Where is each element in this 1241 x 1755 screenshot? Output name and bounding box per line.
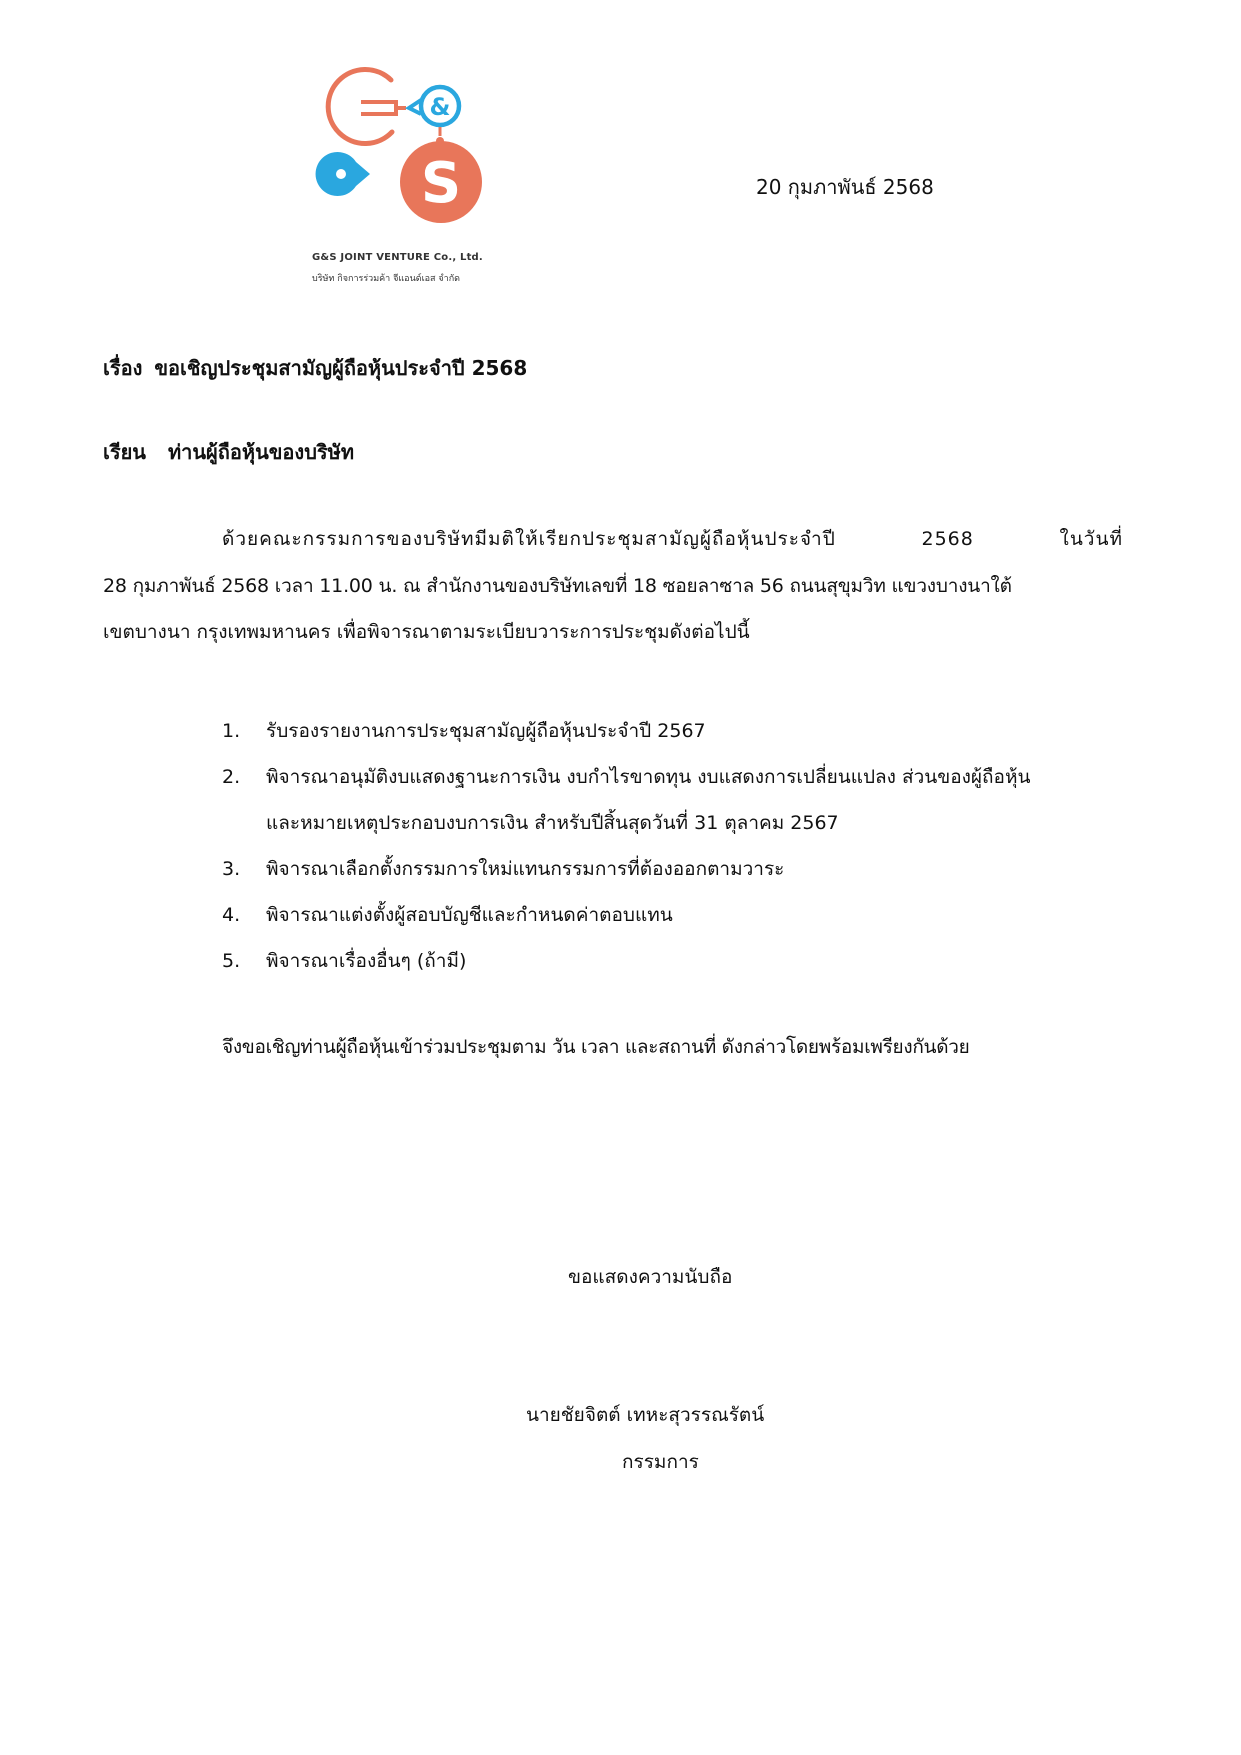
agenda-text: พิจารณาเรื่องอื่นๆ (ถ้ามี) — [266, 950, 467, 972]
letter-date: 20 กุมภาพันธ์ 2568 — [756, 175, 934, 199]
logo-s: S — [420, 151, 462, 216]
agenda-number: 3. — [222, 858, 241, 880]
agenda-item — [222, 708, 1030, 754]
agenda-number: 5. — [222, 950, 241, 972]
agenda-text: รับรองรายงานการประชุมสามัญผู้ถือหุ้นประจำปี 2567 — [266, 720, 706, 742]
closing-paragraph: จึงขอเชิญท่านผู้ถือหุ้นเข้าร่วมประชุมตาม วัน เวลา และสถานที่ ดังกล่าวโดยพร้อมเพรียงกันด้วย — [222, 1036, 970, 1058]
agenda-list — [222, 708, 1030, 984]
agenda-item — [222, 892, 1030, 938]
agenda-number: 1. — [222, 720, 241, 742]
agenda-item — [222, 938, 1030, 984]
recipient-line — [103, 436, 354, 468]
agenda-text: พิจารณาแต่งตั้งผู้สอบบัญชีและกำหนดค่าตอบแทน — [266, 904, 673, 926]
logo-g-bar — [361, 102, 396, 114]
regards-line: ขอแสดงความนับถือ — [568, 1266, 733, 1288]
agenda-item — [222, 846, 1030, 892]
recipient-label: เรียน — [103, 440, 146, 464]
company-name-th: บริษัท กิจการร่วมค้า จีแอนด์เอส จำกัด — [312, 274, 461, 284]
signer-position: กรรมการ — [622, 1451, 699, 1473]
subject-line — [103, 352, 527, 384]
body-paragraph-line: ด้วยคณะกรรมการของบริษัทมีมติให้เรียกประชุมสามัญผู้ถือหุ้นประจำปี 2568 ในวันที่ — [222, 528, 1123, 550]
logo-amp: & — [429, 93, 451, 121]
company-name-en: G&S JOINT VENTURE Co., Ltd. — [312, 252, 483, 263]
subject-label: เรื่อง — [103, 356, 143, 380]
logo-g-ring — [328, 70, 392, 144]
agenda-text-continued: และหมายเหตุประกอบงบการเงิน สำหรับปีสิ้นสุดวันที่ 31 ตุลาคม 2567 — [266, 812, 839, 834]
body-paragraph-line: เขตบางนา กรุงเทพมหานคร เพื่อพิจารณาตามระเบียบวาระการประชุมดังต่อไปนี้ — [103, 621, 750, 643]
subject-text: ขอเชิญประชุมสามัญผู้ถือหุ้นประจำปี 2568 — [154, 356, 528, 380]
agenda-item — [222, 754, 1030, 846]
body-paragraph-line: 28 กุมภาพันธ์ 2568 เวลา 11.00 น. ณ สำนักงานของบริษัทเลขที่ 18 ซอยลาซาล 56 ถนนสุขุมวิท แขวงบางนาใต้ — [103, 575, 1012, 597]
agenda-number: 4. — [222, 904, 241, 926]
agenda-text: พิจารณาอนุมัติงบแสดงฐานะการเงิน งบกำไรขาดทุน งบแสดงการเปลี่ยนแปลง ส่วนของผู้ถือหุ้น — [266, 766, 1031, 788]
agenda-text: พิจารณาเลือกตั้งกรรมการใหม่แทนกรรมการที่ต้องออกตามวาระ — [266, 858, 785, 880]
agenda-number: 2. — [222, 766, 241, 788]
signer-name: นายชัยจิตต์ เทหะสุวรรณรัตน์ — [526, 1404, 765, 1426]
company-logo — [306, 66, 486, 224]
recipient-text: ท่านผู้ถือหุ้นของบริษัท — [167, 440, 355, 464]
